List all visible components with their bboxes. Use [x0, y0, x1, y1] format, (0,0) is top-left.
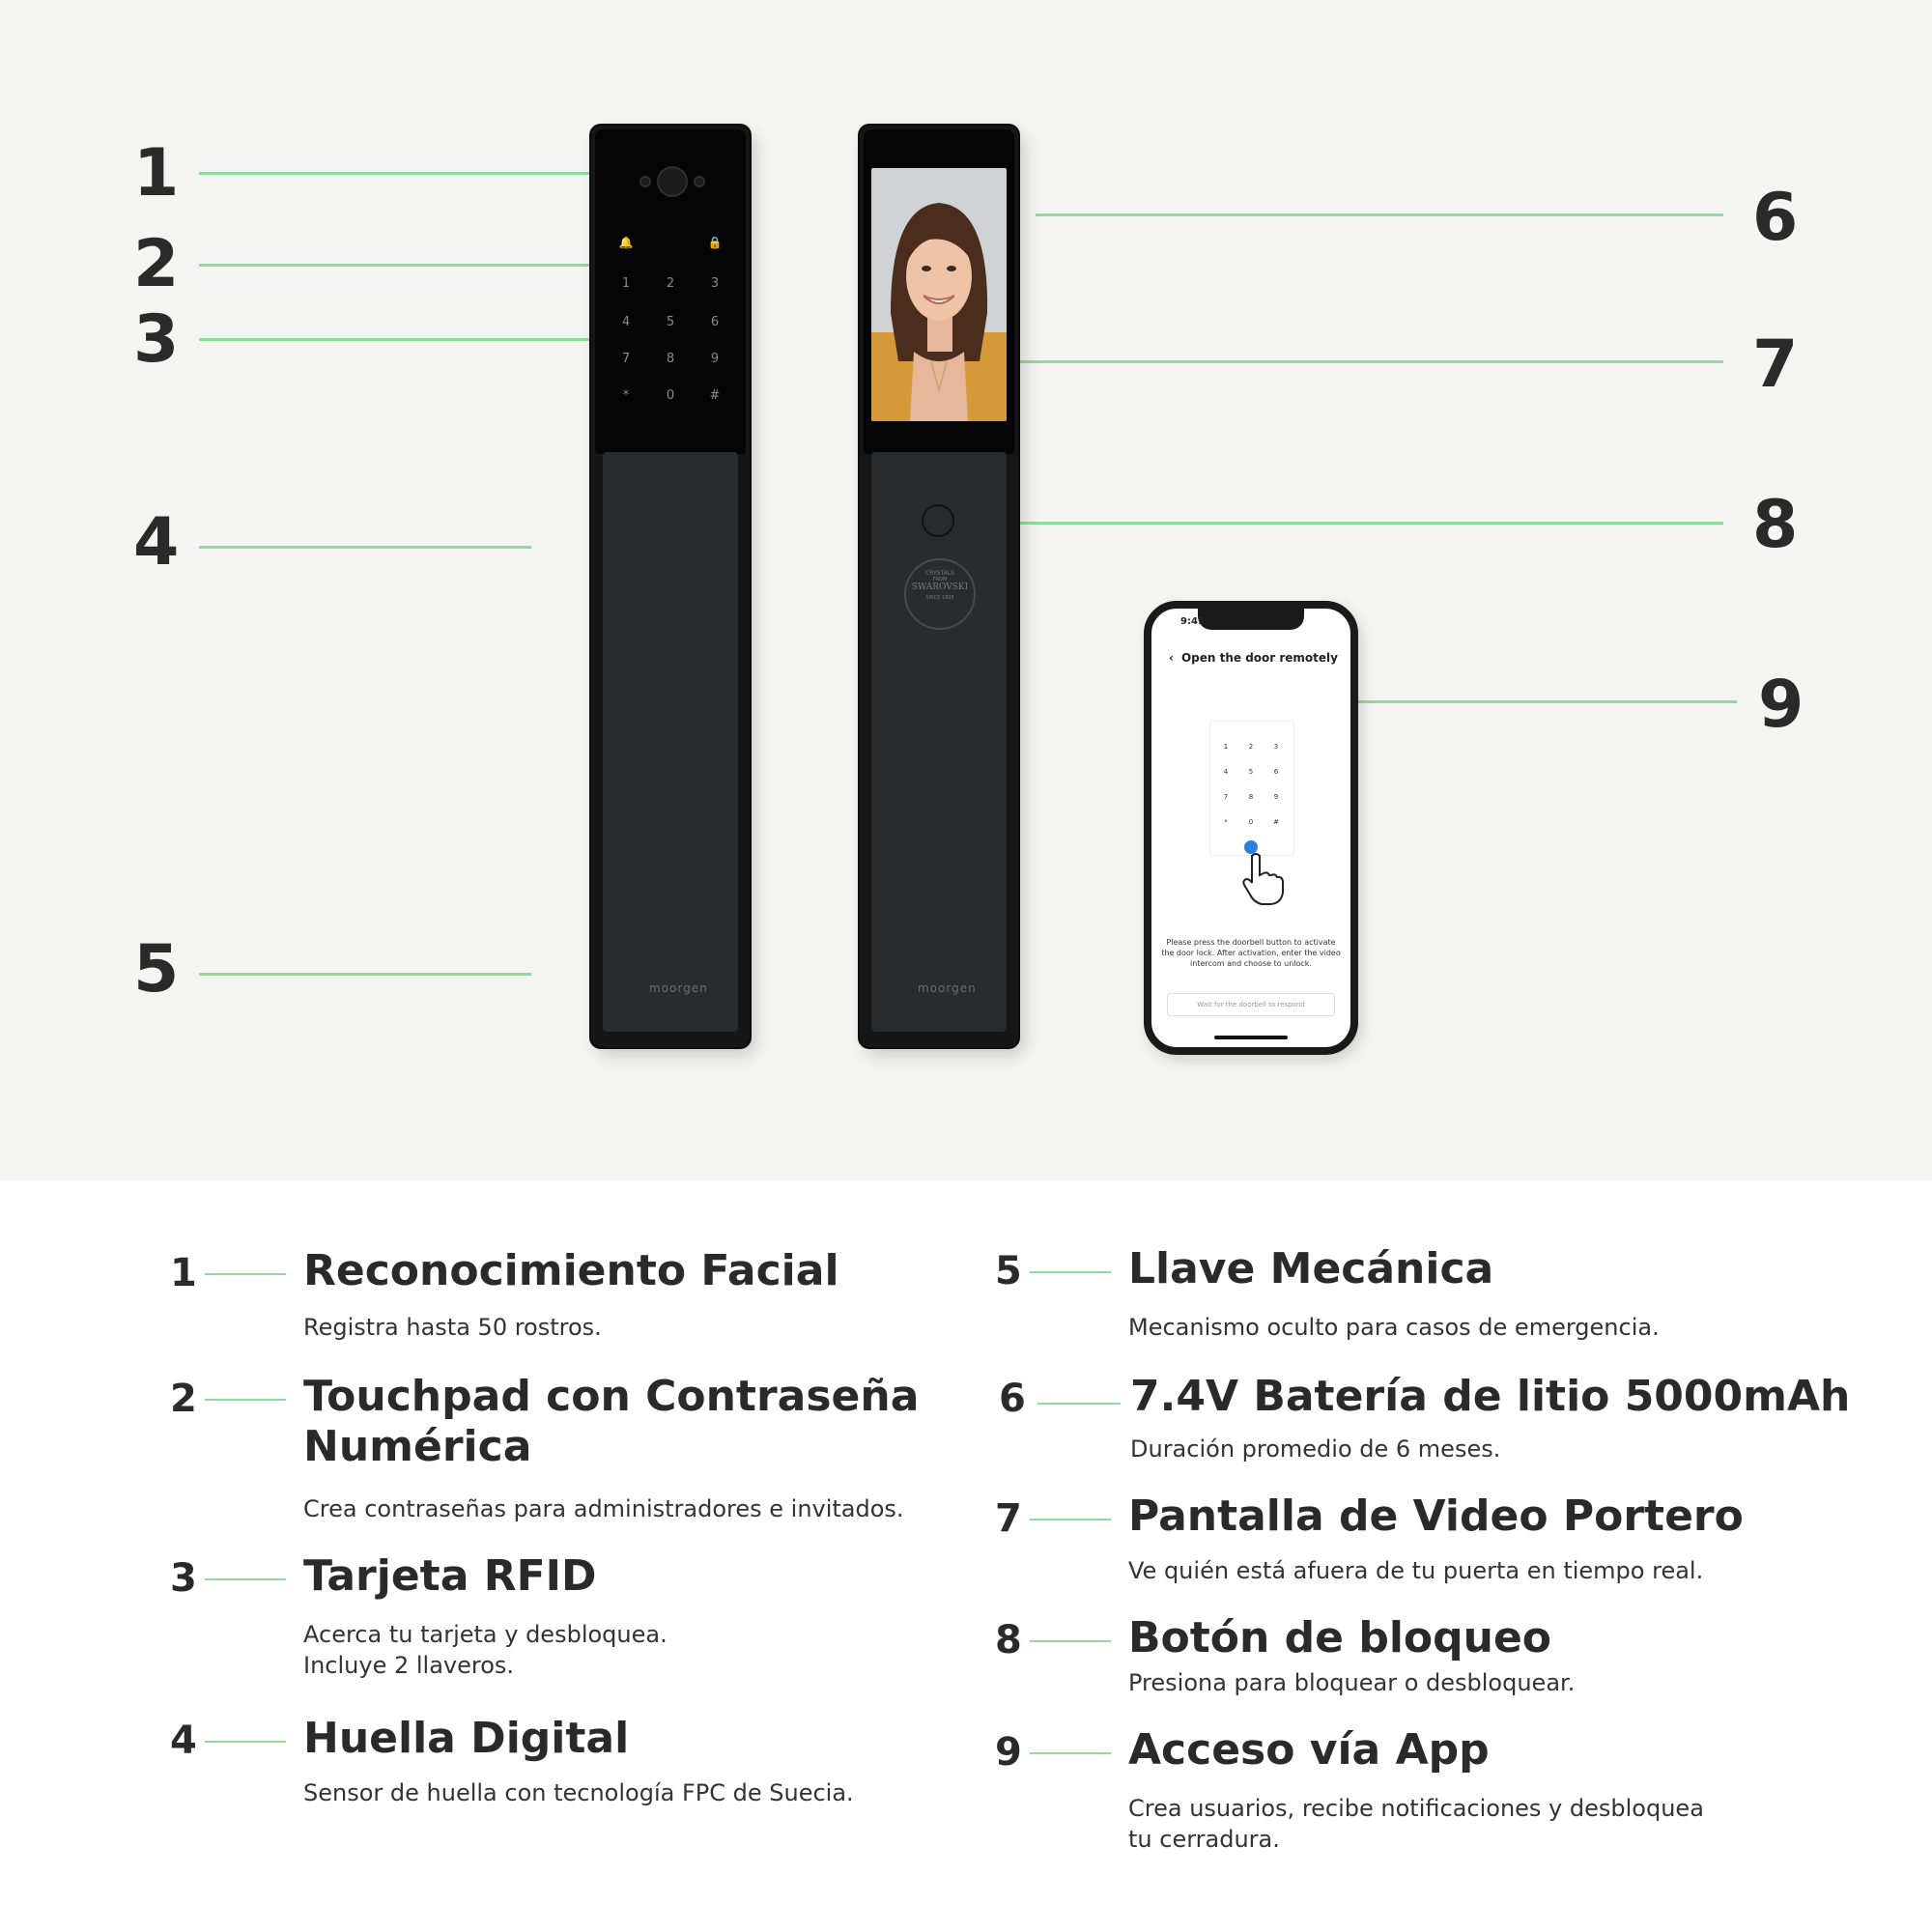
smartphone-app-mockup [1144, 601, 1358, 1055]
face-camera-icon [657, 166, 688, 197]
leader-line-9 [1306, 700, 1737, 703]
tap-hand-icon [1240, 852, 1287, 906]
app-key-3: 3 [1273, 743, 1279, 751]
feature-title: 7.4V Batería de litio 5000mAh [1130, 1372, 1851, 1421]
feature-description: Ve quién está afuera de tu puerta en tiempo real. [1128, 1557, 1704, 1584]
brand-logo: moorgen [918, 981, 977, 995]
feature-number: 2 [170, 1377, 197, 1421]
leader-line-7 [943, 360, 1723, 363]
app-key-8: 8 [1248, 793, 1254, 801]
keypad-key-6: 6 [710, 315, 720, 329]
feature-divider-line [1030, 1640, 1111, 1642]
feature-divider-line [1037, 1403, 1121, 1405]
feature-title: Huella Digital [303, 1714, 630, 1763]
keypad-key-5: 5 [666, 315, 675, 329]
feature-number: 9 [995, 1730, 1022, 1775]
app-key-9: 9 [1273, 793, 1279, 801]
app-key-2: 2 [1248, 743, 1254, 751]
leader-line-5 [199, 973, 531, 976]
feature-title: Reconocimiento Facial [303, 1246, 839, 1295]
feature-description: Crea usuarios, recibe notificaciones y desbloquea tu cerradura. [1128, 1795, 1704, 1853]
swarovski-seal-icon [904, 558, 976, 630]
app-key-hash: # [1273, 818, 1279, 826]
smart-lock-video-model [860, 126, 1018, 1047]
leader-line-8 [943, 522, 1723, 525]
callout-number-7: 7 [1752, 327, 1799, 403]
feature-divider-line [1030, 1271, 1111, 1273]
leader-line-4 [199, 546, 531, 549]
feature-title: Tarjeta RFID [303, 1551, 597, 1601]
home-indicator [1214, 1036, 1288, 1039]
feature-number: 6 [999, 1377, 1026, 1421]
feature-number: 5 [995, 1249, 1022, 1293]
smart-lock-keypad-model [591, 126, 750, 1047]
keypad-key-0: 0 [666, 388, 675, 403]
visitor-portrait-image [871, 168, 1007, 421]
feature-number: 1 [170, 1251, 197, 1295]
feature-divider-line [1030, 1519, 1111, 1520]
callout-number-3: 3 [133, 301, 180, 378]
callout-number-2: 2 [133, 226, 180, 302]
keypad-key-3: 3 [710, 276, 720, 291]
app-screen-title [1169, 651, 1338, 665]
lock-icon: 🔒 [707, 236, 723, 249]
wait-doorbell-button[interactable]: Wait for the doorbell to respond [1167, 993, 1335, 1016]
ir-sensor-left-icon [639, 176, 651, 187]
app-key-7: 7 [1223, 793, 1229, 801]
app-keypad-card [1209, 721, 1294, 856]
leader-line-1 [199, 172, 634, 175]
ir-sensor-right-icon [694, 176, 705, 187]
app-key-6: 6 [1273, 768, 1279, 776]
feature-divider-line [205, 1399, 286, 1401]
fingerprint-lock-button-icon [922, 504, 954, 537]
phone-notch [1198, 607, 1304, 630]
feature-title: Botón de bloqueo [1128, 1613, 1552, 1662]
app-key-5: 5 [1248, 768, 1254, 776]
leader-line-2 [199, 264, 630, 267]
feature-title: Acceso vía App [1128, 1725, 1490, 1775]
feature-description: Sensor de huella con tecnología FPC de Suecia. [303, 1779, 854, 1806]
keypad-key-8: 8 [666, 352, 675, 366]
feature-divider-line [205, 1273, 286, 1275]
video-intercom-screen [871, 168, 1007, 421]
seal-name-text: SWAROVSKI [911, 582, 969, 592]
keypad-key-star: * [622, 388, 630, 403]
feature-description: Acerca tu tarjeta y desbloquea. Incluye 2 llaveros. [303, 1621, 668, 1679]
app-key-star: * [1224, 818, 1228, 826]
feature-description: Mecanismo oculto para casos de emergencia. [1128, 1314, 1660, 1341]
app-key-4: 4 [1223, 768, 1229, 776]
feature-number: 7 [995, 1496, 1022, 1541]
keypad-key-1: 1 [621, 276, 631, 291]
keypad-key-hash: # [709, 388, 721, 403]
callout-number-5: 5 [133, 931, 180, 1008]
feature-title: Touchpad con Contraseña Numérica [303, 1372, 920, 1471]
feature-description: Registra hasta 50 rostros. [303, 1314, 602, 1341]
app-key-0: 0 [1248, 818, 1254, 826]
app-key-1: 1 [1223, 743, 1229, 751]
app-title-text: Open the door remotely [1180, 651, 1338, 665]
feature-description: Presiona para bloquear o desbloquear. [1128, 1669, 1576, 1696]
lock-glass-panel [595, 129, 746, 454]
feature-number: 3 [170, 1556, 197, 1601]
callout-number-6: 6 [1752, 180, 1799, 256]
keypad-key-9: 9 [710, 352, 720, 366]
doorbell-icon: 🔔 [618, 236, 634, 249]
leader-line-6 [1036, 213, 1723, 216]
feature-divider-line [1030, 1752, 1111, 1754]
status-bar-time: 9:41 [1180, 616, 1205, 627]
keypad-key-7: 7 [621, 352, 631, 366]
feature-divider-line [205, 1578, 286, 1580]
seal-bottom-text: SINCE 1895 [925, 595, 954, 601]
feature-description: Crea contraseñas para administradores e invitados. [303, 1495, 904, 1522]
keypad-key-2: 2 [666, 276, 675, 291]
keypad-key-4: 4 [621, 315, 631, 329]
feature-description: Duración promedio de 6 meses. [1130, 1435, 1501, 1463]
callout-number-9: 9 [1758, 667, 1804, 743]
feature-title: Llave Mecánica [1128, 1244, 1494, 1293]
lock-top-panel [864, 129, 1014, 454]
back-chevron-icon: ‹ [1169, 651, 1174, 665]
feature-title: Pantalla de Video Portero [1128, 1492, 1744, 1541]
feature-number: 8 [995, 1618, 1022, 1662]
feature-number: 4 [170, 1719, 197, 1763]
callout-number-4: 4 [133, 504, 180, 581]
seal-top-text: CRYSTALS [925, 570, 954, 577]
brand-logo: moorgen [649, 981, 708, 995]
callout-number-1: 1 [133, 135, 180, 212]
seal-mid-text: FROM [932, 577, 948, 582]
lock-handle-body [603, 452, 738, 1032]
app-instructions-text: Please press the doorbell button to activate the door lock. After activation, enter the video intercom and choose to unlock. [1161, 938, 1341, 968]
feature-divider-line [205, 1741, 286, 1743]
lock-handle-body [871, 452, 1007, 1032]
callout-number-8: 8 [1752, 487, 1799, 563]
leader-line-3 [199, 338, 630, 341]
